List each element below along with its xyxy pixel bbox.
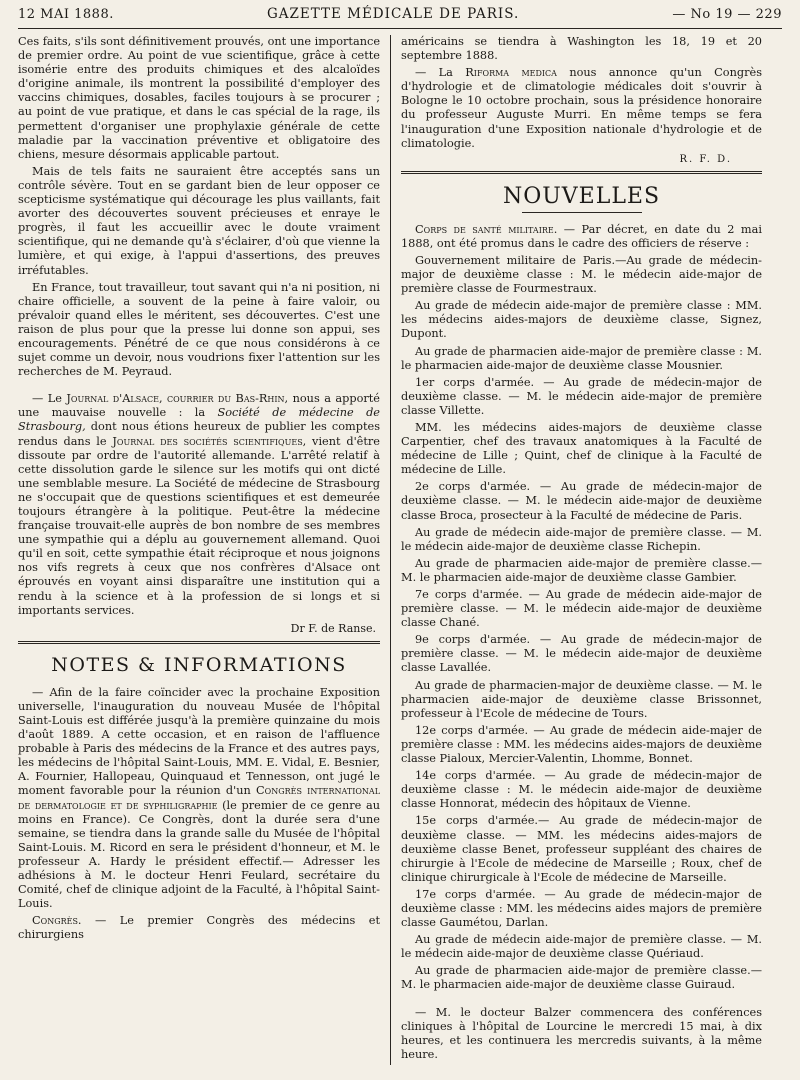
notes-paragraph: Congrès. — Le premier Congrès des médecins et chirurgiens <box>18 914 380 942</box>
journal-societes: Journal des sociétés scientifiques, <box>112 434 307 448</box>
article-paragraph: Ces faits, s'ils sont définitivement prouvés, ont une importance de premier ordre. Au point de vue scientifique, grâce à cette isomérie entre des produits chimiques et des alcaloïdes d'origine animale, ils montrent la possibilité d'employer des vaccins chimiques, dosables, faciles toujours à se procurer ; au point de vue pratique, et dans le cas spécial de la rage, ils permettent d'organiser une prophylaxie générale de cette maladie par la vaccination préventive et obligatoire des chiens, mesure désormais applicable partout. <box>18 35 380 161</box>
societe-strasbourg: Société de médecine de Strasbourg, <box>18 406 380 434</box>
nouvelles-paragraph: 14e corps d'armée. — Au grade de médecin-major de deuxième classe : M. le médecin aide-major de deuxième classe Honnorat, médecin des hôpitaux de Vienne. <box>401 769 762 811</box>
nouvelles-paragraph: 7e corps d'armée. — Au grade de médecin aide-major de première classe. — M. le médecin aide-major de deuxième classe Chané. <box>401 588 762 630</box>
nouvelles-paragraph: 15e corps d'armée.— Au grade de médecin-major de deuxième classe. — MM. les médecins aides-majors de deuxième classe Benet, professeur suppléant des chaires de chirurgie à l'Ecole de médecine de Marseille ; Roux, chef de clinique chirurgicale à l'Ecole de médecine de Marseille. <box>401 814 762 884</box>
notes-paragraph: — La Riforma medica nous annonce qu'un Congrès d'hydrologie et de climatologie médicales doit s'ouvrir à Bologne le 10 octobre prochain, sous la présidence honoraire du professeur Auguste Murri. En même temps se fera l'inauguration d'une Exposition nationale d'hydrologie et de climatologie. <box>401 66 762 150</box>
journal-alsace: Journal d'Alsace, courrier du Bas-Rhin, <box>66 392 289 406</box>
left-column <box>18 35 390 1065</box>
nouvelles-paragraph: Au grade de médecin aide-major de première classe. — M. le médecin aide-major de deuxième classe Quériaud. <box>401 933 762 961</box>
notes-paragraph: américains se tiendra à Washington les 18, 19 et 20 septembre 1888. <box>401 35 762 63</box>
nouvelles-paragraph: Au grade de pharmacien aide-major de première classe.—M. le pharmacien aide-major de deuxième classe Guiraud. <box>401 964 762 992</box>
article-paragraph: Mais de tels faits ne sauraient être acceptés sans un contrôle sévère. Tout en se gardant bien de leur opposer ce scepticisme systématique qui décourage les plus vaillants, fait avorter des découvertes souvent précieuses et enraye le progrès, il faut les accueillir avec le doute vraiment scientifique, qui ne demande qu'à s'éclairer, d'où que vienne la lumière, et qui exige, à l'appui d'assertions, des preuves irréfutables. <box>18 164 380 277</box>
alsace-paragraph: — Le Journal d'Alsace, courrier du Bas-Rhin, nous a apporté une mauvaise nouvelle : la Société de médecine de Strasbourg, dont nous étions heureux de publier les comptes rendus dans le Journal des sociétés scientifiques, vient d'être dissoute par ordre de l'autorité allemande. L'arrêté relatif à cette dissolution garde le silence sur les motifs qui ont dicté une semblable mesure. La Société de médecine de Strasbourg ne s'occupait que de questions scientifiques et est demeurée toujours étrangère à la politique. Peut-être la médecine française trouvait-elle auprès de bon nombre de ses membres une sympathie qui a déplu au gouvernement allemand. Quoi qu'il en soit, cette sympathie était réciproque et nous joignons nos vifs regrets à ceux que nos confrères d'Alsace ont éprouvés en voyant ainsi disparaître une institution qui a rendu à la science et à la profession de si longs et si importants services. <box>18 392 380 617</box>
notes-paragraph: — Afin de la faire coïncider avec la prochaine Exposition universelle, l'inauguration du nouveau Musée de l'hôpital Saint-Louis est différée jusqu'à la première quinzaine du mois d'août 1889. A cette occasion, et en raison de l'affluence probable à Paris des médecins de la France et des autres pays, les médecins de l'hôpital Saint-Louis, MM. E. Vidal, E. Besnier, A. Fournier, Hallopeau, Quinquaud et Tennesson, ont jugé le moment favorable pour la réunion d'un Congrès international de dermatologie et de syphiligraphie (le premier de ce genre au moins en France). Ce Congrès, dont la durée sera d'une semaine, se tiendra dans la grande salle du Musée de l'hôpital Saint-Louis. M. Ricord en sera le président d'honneur, et M. le professeur A. Hardy le président effectif.— Adresser les adhésions à M. le docteur Henri Feulard, secrétaire du Comité, chef de clinique adjoint de la Faculté, à l'hôpital Saint-Louis. <box>18 685 381 911</box>
nouvelles-paragraph: 12e corps d'armée. — Au grade de médecin aide-majer de première classe : MM. les médecins aides-majors de deuxième classe Pialoux, Mercier-Valentin, Lhomme, Bonnet. <box>401 723 762 766</box>
section-divider <box>401 171 762 174</box>
nouvelles-list <box>401 254 762 993</box>
nouvelles-paragraph: Gouvernement militaire de Paris.—Au grade de médecin-major de deuxième classe : M. le médecin aide-major de première classe de Fourmestraux. <box>401 253 762 296</box>
nouvelles-paragraph: 17e corps d'armée. — Au grade de médecin-major de deuxième classe : MM. les médecins aides majors de première classe Gaumétou, Darlan. <box>401 887 762 930</box>
signature: Dr F. de Ranse. <box>290 621 376 635</box>
header-page-number: 229 <box>755 7 782 22</box>
riforma-medica: Riforma medica <box>465 66 557 80</box>
header-date: 12 MAI 1888. <box>18 7 114 22</box>
congres-dermatologie: Congrès international de dermatologie et de syphiligraphie <box>18 784 381 812</box>
header-title: GAZETTE MÉDICALE DE PARIS. <box>266 6 520 22</box>
nouvelles-paragraph: 2e corps d'armée. — Au grade de médecin-major de deuxième classe. — M. le médecin aide-major de deuxième classe Broca, prosecteur à la Faculté de médecine de Paris. <box>401 480 762 522</box>
nouvelles-paragraph: Au grade de pharmacien aide-major de première classe : M. le pharmacien aide-major de deuxième classe Mousnier. <box>401 344 762 372</box>
columns <box>18 35 782 1065</box>
nouvelles-intro: Corps de santé militaire. — Par décret, en date du 2 mai 1888, ont été promus dans le cadre des officiers de réserve : <box>401 222 762 250</box>
nouvelles-paragraph: 9e corps d'armée. — Au grade de médecin-major de première classe. — M. le médecin aide-major de deuxième classe Lavallée. <box>401 633 762 675</box>
header-issue-page <box>672 7 782 22</box>
nouvelles-paragraph: Au grade de médecin aide-major de première classe. — M. le médecin aide-major de deuxième classe Richepin. <box>401 525 762 553</box>
header-issue: — No 19 — <box>672 7 752 22</box>
page-header <box>18 6 782 29</box>
article-paragraph: En France, tout travailleur, tout savant qui n'a ni position, ni chaire officielle, a souvent de la peine à faire valoir, ou prévaloir quand elles le méritent, ses découvertes. C'est une raison de plus pour que la presse lui donne son appui, ses encouragements. Pénétré de ce que nous considérons à ce sujet comme un devoir, nous voudrions fixer l'attention sur les recherches de M. Peyraud. <box>18 280 380 379</box>
nouvelles-paragraph: Au grade de pharmacien-major de deuxième classe. — M. le pharmacien aide-major de deuxième classe Brissonnet, professeur à l'Ecole de médecine de Tours. <box>401 678 762 720</box>
nouvelles-paragraph: MM. les médecins aides-majors de deuxième classe Carpentier, chef des travaux anatomiques à la Faculté de médecine de Lille ; Quint, chef de clinique à la Faculté de médecine de Lille. <box>401 420 762 477</box>
nouvelles-paragraph: 1er corps d'armée. — Au grade de médecin-major de deuxième classe. — M. le médecin aide-major de première classe Villette. <box>401 375 762 417</box>
corps-sante-label: Corps de santé militaire. <box>415 222 558 236</box>
nouvelles-paragraph: Au grade de médecin aide-major de première classe : MM. les médecins aides-majors de deuxième classe, Signez, Dupont. <box>401 299 762 341</box>
congres-label: Congrès. <box>32 914 82 928</box>
nouvelles-paragraph: — M. le docteur Balzer commencera des conférences cliniques à l'hôpital de Lourcine le mercredi 15 mai, à dix heures, et les continuera les mercredis suivants, à la même heure. <box>401 1005 762 1061</box>
section-divider <box>18 641 380 644</box>
section-title-nouvelles: NOUVELLES <box>401 184 762 213</box>
right-column <box>390 35 762 1065</box>
section-title-notes: NOTES & INFORMATIONS <box>51 653 347 676</box>
nouvelles-paragraph: Au grade de pharmacien aide-major de première classe.— M. le pharmacien aide-major de deuxième classe Gambier. <box>401 556 762 584</box>
signature-rfd: R. F. D. <box>679 153 732 165</box>
